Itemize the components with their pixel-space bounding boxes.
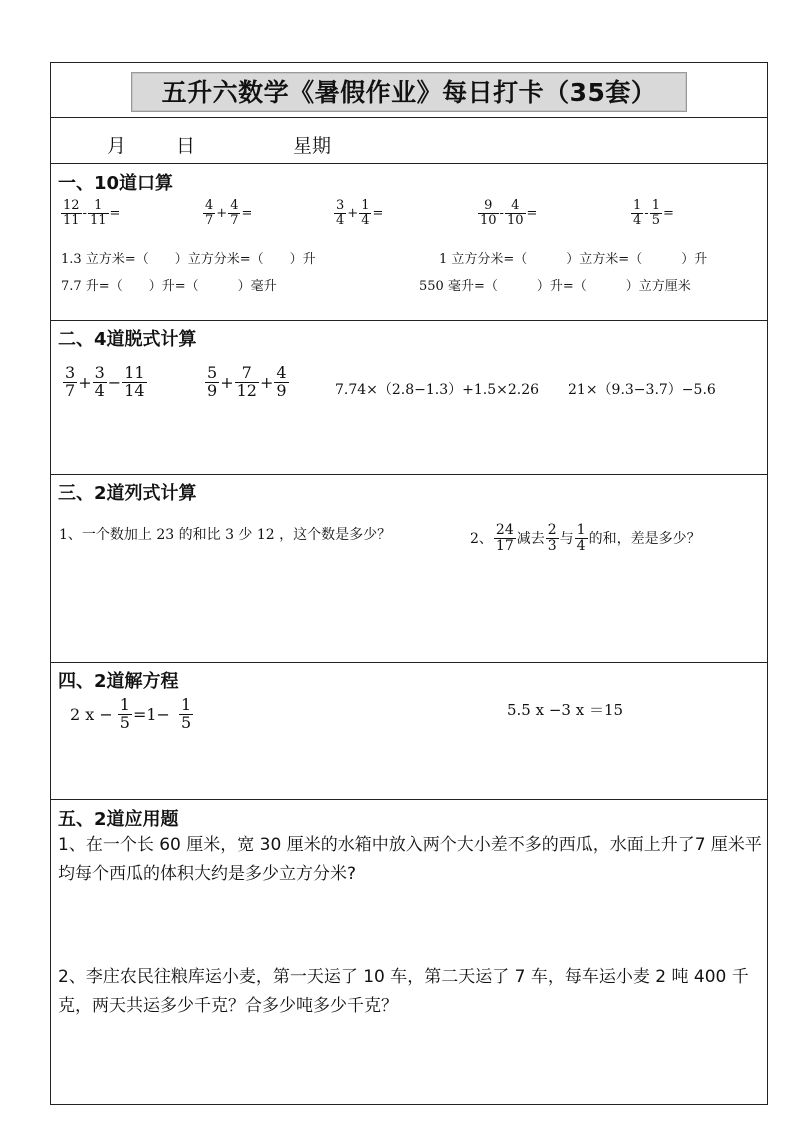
numerator: 3 <box>336 198 345 213</box>
operator: + <box>78 372 92 392</box>
question-text: 减去 <box>516 531 545 548</box>
section-heading-mental-math: 一、10道口算 <box>58 173 174 194</box>
divider <box>51 117 767 118</box>
date-day-label: 日 <box>176 135 196 157</box>
numerator: 1 <box>633 198 642 213</box>
fraction-problem <box>203 199 253 227</box>
numerator: 9 <box>478 199 499 214</box>
divider <box>51 662 767 663</box>
numerator: 1 <box>88 199 109 214</box>
operator: + <box>347 205 359 221</box>
date-weekday-label: 星期 <box>293 135 332 157</box>
numerator: 4 <box>276 363 287 382</box>
denominator: 7 <box>65 380 76 400</box>
operator: - <box>499 205 504 221</box>
section-heading-application: 五、2道应用题 <box>58 809 179 830</box>
fraction-problem <box>631 199 675 227</box>
operator: − <box>107 372 122 392</box>
denominator: 9 <box>276 380 287 400</box>
unit-conversion-problem: 1 立方分米=（ ）立方米=（ ）升 <box>439 252 708 267</box>
divider <box>51 799 767 800</box>
fraction-expression <box>205 365 289 400</box>
denominator: 17 <box>495 537 514 554</box>
unit-conversion-problem: 1.3 立方米=（ ）立方分米=（ ）升 <box>61 252 316 267</box>
numerator: 1 <box>119 695 130 714</box>
title-banner <box>131 72 687 112</box>
numerator: 4 <box>205 198 214 213</box>
divider <box>51 474 767 475</box>
fraction-problem <box>61 199 121 227</box>
question-number: 2、 <box>470 531 493 548</box>
denominator: 14 <box>124 380 145 400</box>
denominator: 4 <box>576 537 586 554</box>
date-month-label: 月 <box>107 135 127 157</box>
divider <box>51 320 767 321</box>
numerator: 5 <box>207 363 218 382</box>
denominator: 10 <box>480 212 497 228</box>
decimal-expression: 21×（9.3−3.7）−5.6 <box>568 382 716 398</box>
numerator: 12 <box>63 198 80 213</box>
numerator: 2 <box>547 522 557 538</box>
denominator: 11 <box>63 212 80 228</box>
numerator: 1 <box>651 198 660 213</box>
equation-term: 2 x − <box>70 704 113 724</box>
fraction-problem <box>334 199 384 227</box>
operator: + <box>259 372 274 392</box>
list-item <box>469 523 702 553</box>
operator: - <box>644 205 649 221</box>
equals-sign: = <box>662 205 674 221</box>
section-heading-step-calculation: 二、4道脱式计算 <box>58 329 197 350</box>
denominator: 5 <box>651 212 660 228</box>
equals-sign: = <box>526 205 538 221</box>
numerator: 4 <box>505 199 526 214</box>
numerator: 7 <box>235 365 259 383</box>
denominator: 7 <box>230 212 239 228</box>
numerator: 1 <box>576 522 586 538</box>
numerator: 1 <box>180 695 192 714</box>
denominator: 12 <box>236 380 257 400</box>
operator: + <box>220 372 234 392</box>
equation: 5.5 x −3 x ＝15 <box>507 701 624 719</box>
denominator: 4 <box>94 380 105 400</box>
decimal-expression: 7.74×（2.8−1.3）+1.5×2.26 <box>335 382 540 398</box>
fraction-problem <box>478 199 538 227</box>
equation-term: =1− <box>132 704 170 724</box>
numerator: 1 <box>361 198 370 213</box>
operator: + <box>216 205 228 221</box>
section-heading-word-calculation: 三、2道列式计算 <box>58 483 197 504</box>
numerator: 3 <box>65 363 76 382</box>
question-text: 的和，差是多少？ <box>588 531 701 548</box>
denominator: 9 <box>207 380 218 400</box>
list-item: 1、一个数加上 23 的和比 3 少 12 ，这个数是多少？ <box>59 527 392 543</box>
page-title: 五升六数学《暑假作业》每日打卡（35套） <box>161 78 657 107</box>
numerator: 3 <box>94 363 105 382</box>
denominator: 5 <box>119 712 130 732</box>
denominator: 4 <box>633 212 642 228</box>
section-heading-equations: 四、2道解方程 <box>58 671 179 692</box>
equals-sign: = <box>241 205 253 221</box>
list-item: 2、李庄农民往粮库运小麦，第一天运了 10 车，第二天运了 7 车，每车运小麦 2 吨 400 千克，两天共运多少千克？合多少吨多少千克？ <box>58 967 749 1016</box>
denominator: 3 <box>547 537 557 554</box>
fraction-expression <box>63 365 147 400</box>
equals-sign: = <box>372 205 384 221</box>
denominator: 10 <box>506 212 524 228</box>
denominator: 11 <box>89 212 107 228</box>
denominator: 5 <box>180 712 192 732</box>
unit-conversion-problem: 7.7 升=（ ）升=（ ）毫升 <box>61 279 277 294</box>
unit-conversion-problem: 550 毫升=（ ）升=（ ）立方厘米 <box>419 279 691 294</box>
denominator: 7 <box>205 212 214 228</box>
operator: - <box>82 205 87 221</box>
worksheet <box>50 62 768 1105</box>
list-item: 1、在一个长 60 厘米，宽 30 厘米的水箱中放入两个大小差不多的西瓜，水面上升了7 厘米平均每个西瓜的体积大约是多少立方分米? <box>58 835 762 884</box>
equals-sign: = <box>109 205 121 221</box>
equation <box>69 697 193 732</box>
denominator: 4 <box>361 212 370 228</box>
numerator: 4 <box>230 198 239 213</box>
divider <box>51 163 767 164</box>
numerator: 11 <box>124 363 145 382</box>
question-text: 与 <box>559 531 574 548</box>
denominator: 4 <box>336 212 345 228</box>
numerator: 24 <box>495 522 514 538</box>
